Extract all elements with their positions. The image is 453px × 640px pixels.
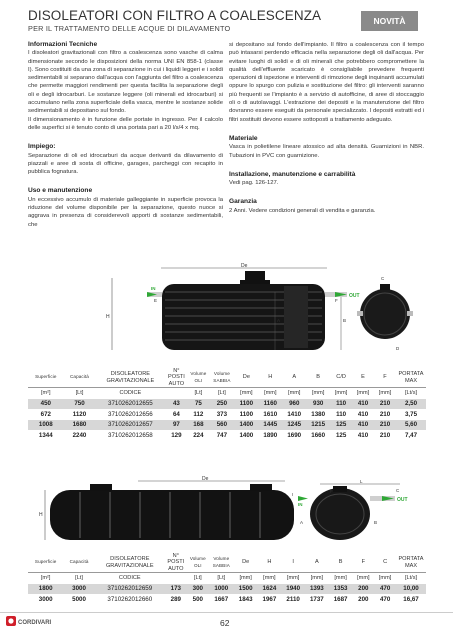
unit-cell: [Lt] <box>209 388 234 399</box>
col-header: C/D <box>336 374 346 381</box>
dim-label-de-2: De <box>202 476 209 482</box>
col-header: Superficie <box>35 374 57 380</box>
paragraph-maintenance-cont: si depositano sul fondo dell'impianto. Il filtro a coalescenza con il tempo può intasarsi perdendo efficacia nella separazione degli oli dall'acqua. Per evitare luoghi di solidi e di oli minerali che potrebbero compromettere la qualità dell'effluente scaricato è consigliabile prevedere frequenti operazioni di ispezione e interventi di rimozione degli inquinanti accumulati oppure lo spurgo con pulizia e sostituzione del filtro: gli interventi saranno più frequenti se l'impianto è a servizio di autofficine, di aree di stoccaggio oli o di autolavaggi. L'estrazione dei depositi e la manutenzione del filtro dovranno essere eseguiti da personale specializzato. I depositi estratti ed i filtri sostituiti devono essere sottoposti a trattamento adeguato. <box>229 42 424 123</box>
arrow-label-in: IN <box>151 286 156 291</box>
unit-cell: [Lt] <box>63 573 95 584</box>
unit-cell <box>165 388 187 399</box>
col-header: De <box>242 374 250 381</box>
unit-cell: [m²] <box>28 573 63 584</box>
unit-cell: [mm] <box>305 573 329 584</box>
dim-label-h: H <box>106 314 110 320</box>
text-column-right <box>229 41 424 221</box>
unit-cell: [mm] <box>234 573 258 584</box>
col-header: Volume OLI <box>189 556 206 568</box>
paragraph-material: Vasca in polietilene lineare atossico ad alta densità. Guarnizioni in NBR. Tubazioni in PVC con guarnizione. <box>229 144 424 159</box>
col-header: Capacità <box>69 559 89 565</box>
spec-table-vertical <box>28 368 426 441</box>
unit-cell: [mm] <box>306 388 330 399</box>
unit-cell: [mm] <box>374 573 396 584</box>
table-row: 672 1120 3710262012656 64 112 373 1100 1610 1410 1380 110 410 210 3,75 <box>40 410 418 418</box>
unit-cell: [mm] <box>330 388 352 399</box>
arrow-label-out-2: OUT <box>397 497 408 503</box>
cordivari-logo <box>6 614 54 628</box>
dim-label-l-2: L <box>360 479 363 484</box>
dim-label-f: F <box>335 298 338 303</box>
tank-end-view <box>310 486 370 540</box>
unit-cell: [mm] <box>234 388 258 399</box>
paragraph-installation: Vedi pag. 126-127. <box>229 180 279 187</box>
heading-technical-info: Informazioni Tecniche <box>28 41 98 48</box>
paragraph-technical-info: I disoleatori gravitazionali con filtro a coalescenza sono vasche di calma dimensionate secondo le disposizioni della norma UNI EN 858-1 (classe I). Sono costituiti da una zona di separazione in cui i liquidi leggeri e i solidi sedimentabili si separano dall'acqua con l'aggiunta del filtro a coalescenza che permette maggiori rendimenti per questa facilita la separazione degli oli e degli idrocarburi. Le sostanze leggere (oli minerali ed idrocarburi) si accumulano nella zona superficiale della vasca, mentre le sostanze solide sedimentabili si depositano sul fondo. <box>28 50 223 115</box>
col-header: Capacità <box>70 374 89 380</box>
table-row: 450 750 3710262012655 43 75 250 1100 1160 960 930 110 410 210 2,50 <box>28 399 426 410</box>
page-subtitle: PER IL TRATTAMENTO DELLE ACQUE DI DILAVAMENTO <box>28 24 231 33</box>
col-header: F <box>383 374 387 381</box>
unit-cell: [mm] <box>352 388 374 399</box>
unit-cell: CODICE <box>95 573 165 584</box>
arrow-label-out: OUT <box>349 293 360 299</box>
dim-label-c: C <box>381 276 385 281</box>
col-header: A <box>315 559 319 566</box>
unit-cell: [Lt] <box>187 388 209 399</box>
unit-cell: [mm] <box>329 573 353 584</box>
arrow-label-in-2: IN <box>298 502 303 507</box>
table-row: 1800 3000 3710262012659 173 300 1000 1500 1624 1940 1393 1353 200 470 10,00 <box>28 584 426 595</box>
heading-warranty: Garanzia <box>229 198 257 206</box>
paragraph-maintenance: Un eccessivo accumulo di materiale galleggiante in superficie provoca la riduzione del volume disponibile per la separazione, questo nuoce si aggrava in presenza di considerevoli apporti di sostanze sedimentabili, che <box>28 196 223 228</box>
paragraph-use: Separazione di oli ed idrocarburi da acque derivanti da dilavamento di piazzali e aree di sosta di officine, garages, parcheggi con recapito in pubblica fognatura. <box>28 152 223 176</box>
page-number: 62 <box>220 618 230 628</box>
unit-cell: [Lt] <box>209 573 234 584</box>
dim-label-h-2: H <box>39 512 43 518</box>
unit-cell: [Lt/s] <box>396 573 426 584</box>
col-header: N° POSTI AUTO <box>167 368 185 387</box>
heading-installation: Installazione, manutenzione e carrabilità <box>229 170 356 178</box>
tank-diagram-vertical <box>95 262 415 360</box>
col-header: I <box>292 559 294 566</box>
col-header: PORTATA MAX <box>398 556 424 569</box>
heading-maintenance: Uso e manutenzione <box>28 187 93 195</box>
heading-material: Materiale <box>229 134 258 142</box>
dim-label-i-2: I <box>292 492 294 497</box>
unit-cell: [mm] <box>282 388 306 399</box>
col-header: Volume OLI <box>190 371 207 383</box>
dim-label-f-2: C <box>396 488 400 493</box>
dim-label-e: E <box>154 298 158 303</box>
dim-label-c-2: F <box>330 489 333 494</box>
unit-cell <box>165 573 187 584</box>
unit-cell: [mm] <box>258 388 282 399</box>
text-column-left <box>28 41 223 235</box>
col-header: H <box>268 374 273 381</box>
unit-cell: [mm] <box>374 388 396 399</box>
dim-label-a-2: A <box>300 520 304 525</box>
tank-side-view <box>50 484 294 540</box>
tank-body-vertical <box>162 284 325 350</box>
unit-cell: CODICE <box>95 388 165 399</box>
dim-label-d: D <box>396 346 400 351</box>
dim-label-a: A <box>277 318 281 323</box>
col-header: N° POSTI AUTO <box>167 553 185 572</box>
tank-diagram-horizontal <box>30 476 420 542</box>
table-row: 3000 5000 3710262012660 289 500 1667 1843 1967 2110 1737 1687 200 470 16,67 <box>38 595 419 603</box>
col-header: PORTATA MAX <box>398 371 424 384</box>
col-header: H <box>267 559 272 566</box>
unit-cell: [mm] <box>258 573 282 584</box>
arrow-in-icon-2 <box>298 496 308 501</box>
col-header: DISOLEATORE GRAVITAZIONALE <box>106 371 155 384</box>
page-title: DISOLEATORI CON FILTRO A COALESCENZA <box>28 8 322 23</box>
dim-label-b: B <box>343 318 347 323</box>
unit-cell: [m²] <box>28 388 64 399</box>
tank-top-view <box>357 284 413 339</box>
unit-cell: [Lt/s] <box>396 388 426 399</box>
heading-use: Impiego: <box>28 143 56 151</box>
unit-cell: [Lt] <box>64 388 96 399</box>
spec-table-horizontal <box>28 553 426 605</box>
col-header: De <box>242 559 250 566</box>
col-header: A <box>292 374 297 381</box>
paragraph-sizing: Il dimensionamento è in funzione delle portate in ingresso. Per il calcolo delle superfici si è tenuto conto di una portata pari a 20 l/s/4 x mq. <box>28 116 223 131</box>
footer-divider <box>0 612 453 613</box>
col-header: B <box>338 559 343 566</box>
table-row: 1008 1680 3710262012657 97 168 560 1400 1445 1245 1215 125 410 210 5,60 <box>28 420 426 431</box>
col-header: C <box>383 559 388 566</box>
table-row: 1344 2240 3710262012658 129 224 747 1400 1890 1690 1660 125 410 210 7,47 <box>38 431 418 439</box>
col-header: F <box>361 559 366 566</box>
paragraph-warranty: 2 Anni. Vedere condizioni generali di vendita e garanzia. <box>229 207 376 214</box>
new-badge: NOVITÀ <box>361 11 418 31</box>
dim-label-b-2: B <box>374 520 378 525</box>
unit-cell: [Lt] <box>187 573 209 584</box>
svg-text:CORDIVARI: CORDIVARI <box>18 620 52 626</box>
col-header: E <box>361 374 365 381</box>
col-header: Volume SABBIA <box>212 556 230 568</box>
col-header: Volume SABBIA <box>213 371 231 383</box>
col-header: DISOLEATORE GRAVITAZIONALE <box>105 556 154 569</box>
col-header: B <box>316 374 321 381</box>
unit-cell: [mm] <box>352 573 374 584</box>
unit-cell: [mm] <box>281 573 305 584</box>
col-header: Superficie <box>34 559 57 565</box>
dim-label-de: De <box>241 263 248 269</box>
